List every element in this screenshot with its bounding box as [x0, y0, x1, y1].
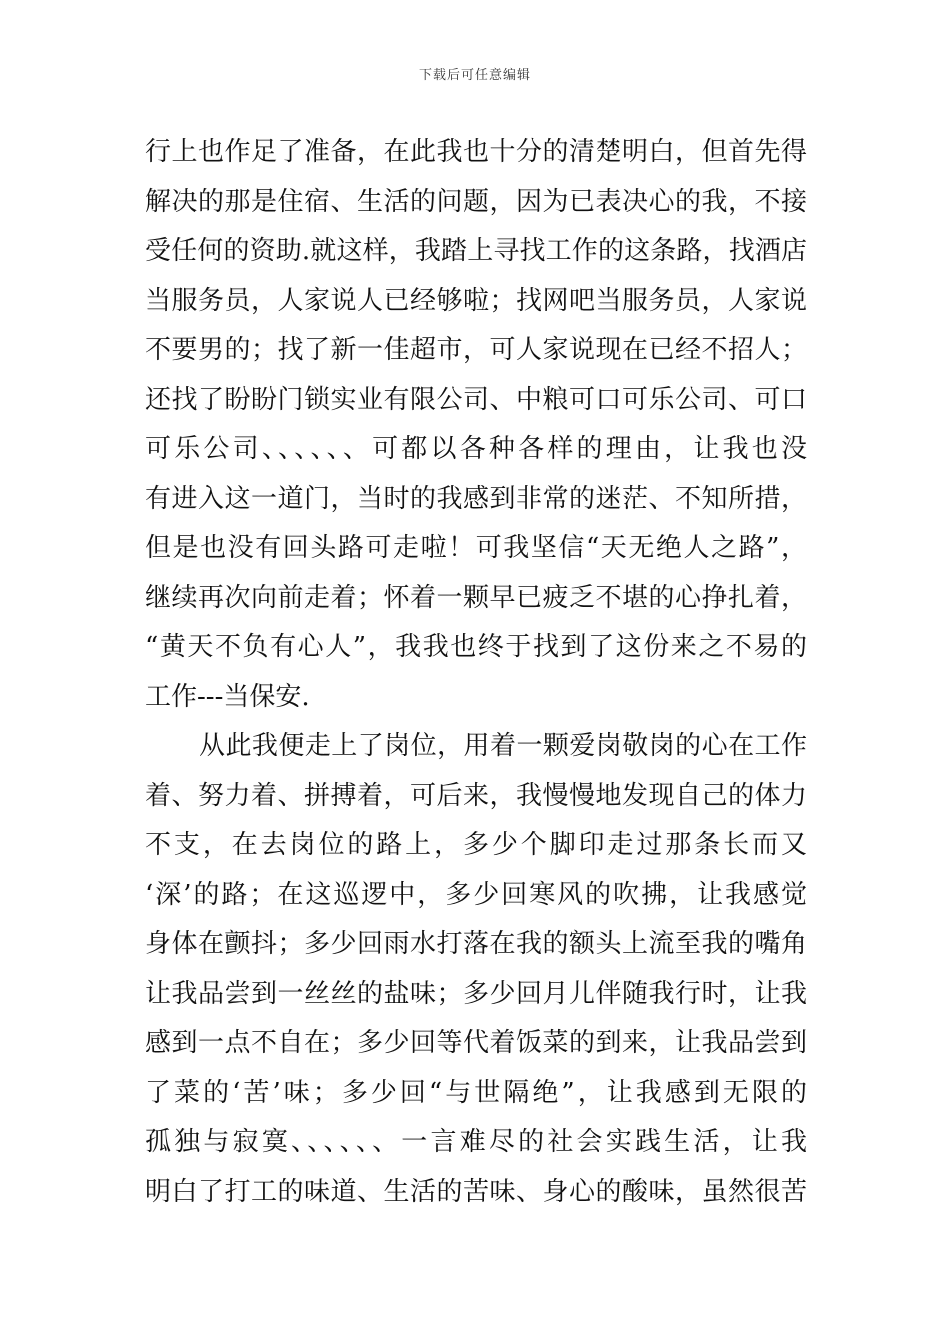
text-line: 工作---当保安.	[145, 681, 310, 712]
text-line: 继续再次向前走着；怀着一颗早已疲乏不堪的心挣扎着，	[145, 582, 807, 613]
text-line: 从此我便走上了岗位，用着一颗爱岗敬岗的心在工作	[199, 731, 807, 761]
text-line: 不支，在去岗位的路上，多少个脚印走过那条长而又	[145, 830, 807, 860]
text-line: 行上也作足了准备，在此我也十分的清楚明白，但首先得	[145, 137, 807, 167]
text-line: 有进入这一道门，当时的我感到非常的迷茫、不知所措，	[145, 483, 807, 514]
page-header: 下载后可任意编辑	[418, 68, 531, 83]
text-line: 感到一点不自在；多少回等代着饭菜的到来，让我品尝到	[145, 1028, 807, 1058]
document-body	[145, 128, 807, 1217]
paragraph-1	[145, 128, 807, 722]
text-line: 可乐公司、、、、、、可都以各种各样的理由，让我也没	[145, 434, 807, 464]
text-line: 但是也没有回头路可走啦！可我坚信“天无绝人之路”，	[145, 533, 807, 563]
text-line: 还找了盼盼门锁实业有限公司、中粮可口可乐公司、可口	[145, 384, 807, 415]
text-line: 明白了打工的味道、生活的苦味、身心的酸味，虽然很苦	[145, 1176, 807, 1207]
text-line: 身体在颤抖；多少回雨水打落在我的额头上流至我的嘴角	[145, 929, 807, 959]
text-line: 孤独与寂寞、、、、、、一言难尽的社会实践生活，让我	[145, 1127, 807, 1157]
text-line: ‘深’的路；在这巡逻中，多少回寒风的吹拂，让我感觉	[145, 879, 807, 910]
text-line: 解决的那是住宿、生活的问题，因为已表决心的我，不接	[145, 186, 807, 217]
text-line: 受任何的资助.就这样，我踏上寻找工作的这条路，找酒店	[145, 236, 807, 266]
text-line: 了菜的‘苦’味；多少回“与世隔绝”，让我感到无限的	[145, 1077, 807, 1108]
text-line: “黄天不负有心人”，我我也终于找到了这份来之不易的	[145, 632, 807, 662]
text-line: 当服务员，人家说人已经够啦；找网吧当服务员，人家说	[145, 285, 807, 316]
text-line: 让我品尝到一丝丝的盐味；多少回月儿伴随我行时，让我	[145, 978, 807, 1009]
text-line: 不要男的；找了新一佳超市，可人家说现在已经不招人；	[145, 335, 807, 365]
paragraph-2	[145, 722, 807, 1217]
text-line: 着、努力着、拼搏着，可后来，我慢慢地发现自己的体力	[145, 780, 807, 811]
